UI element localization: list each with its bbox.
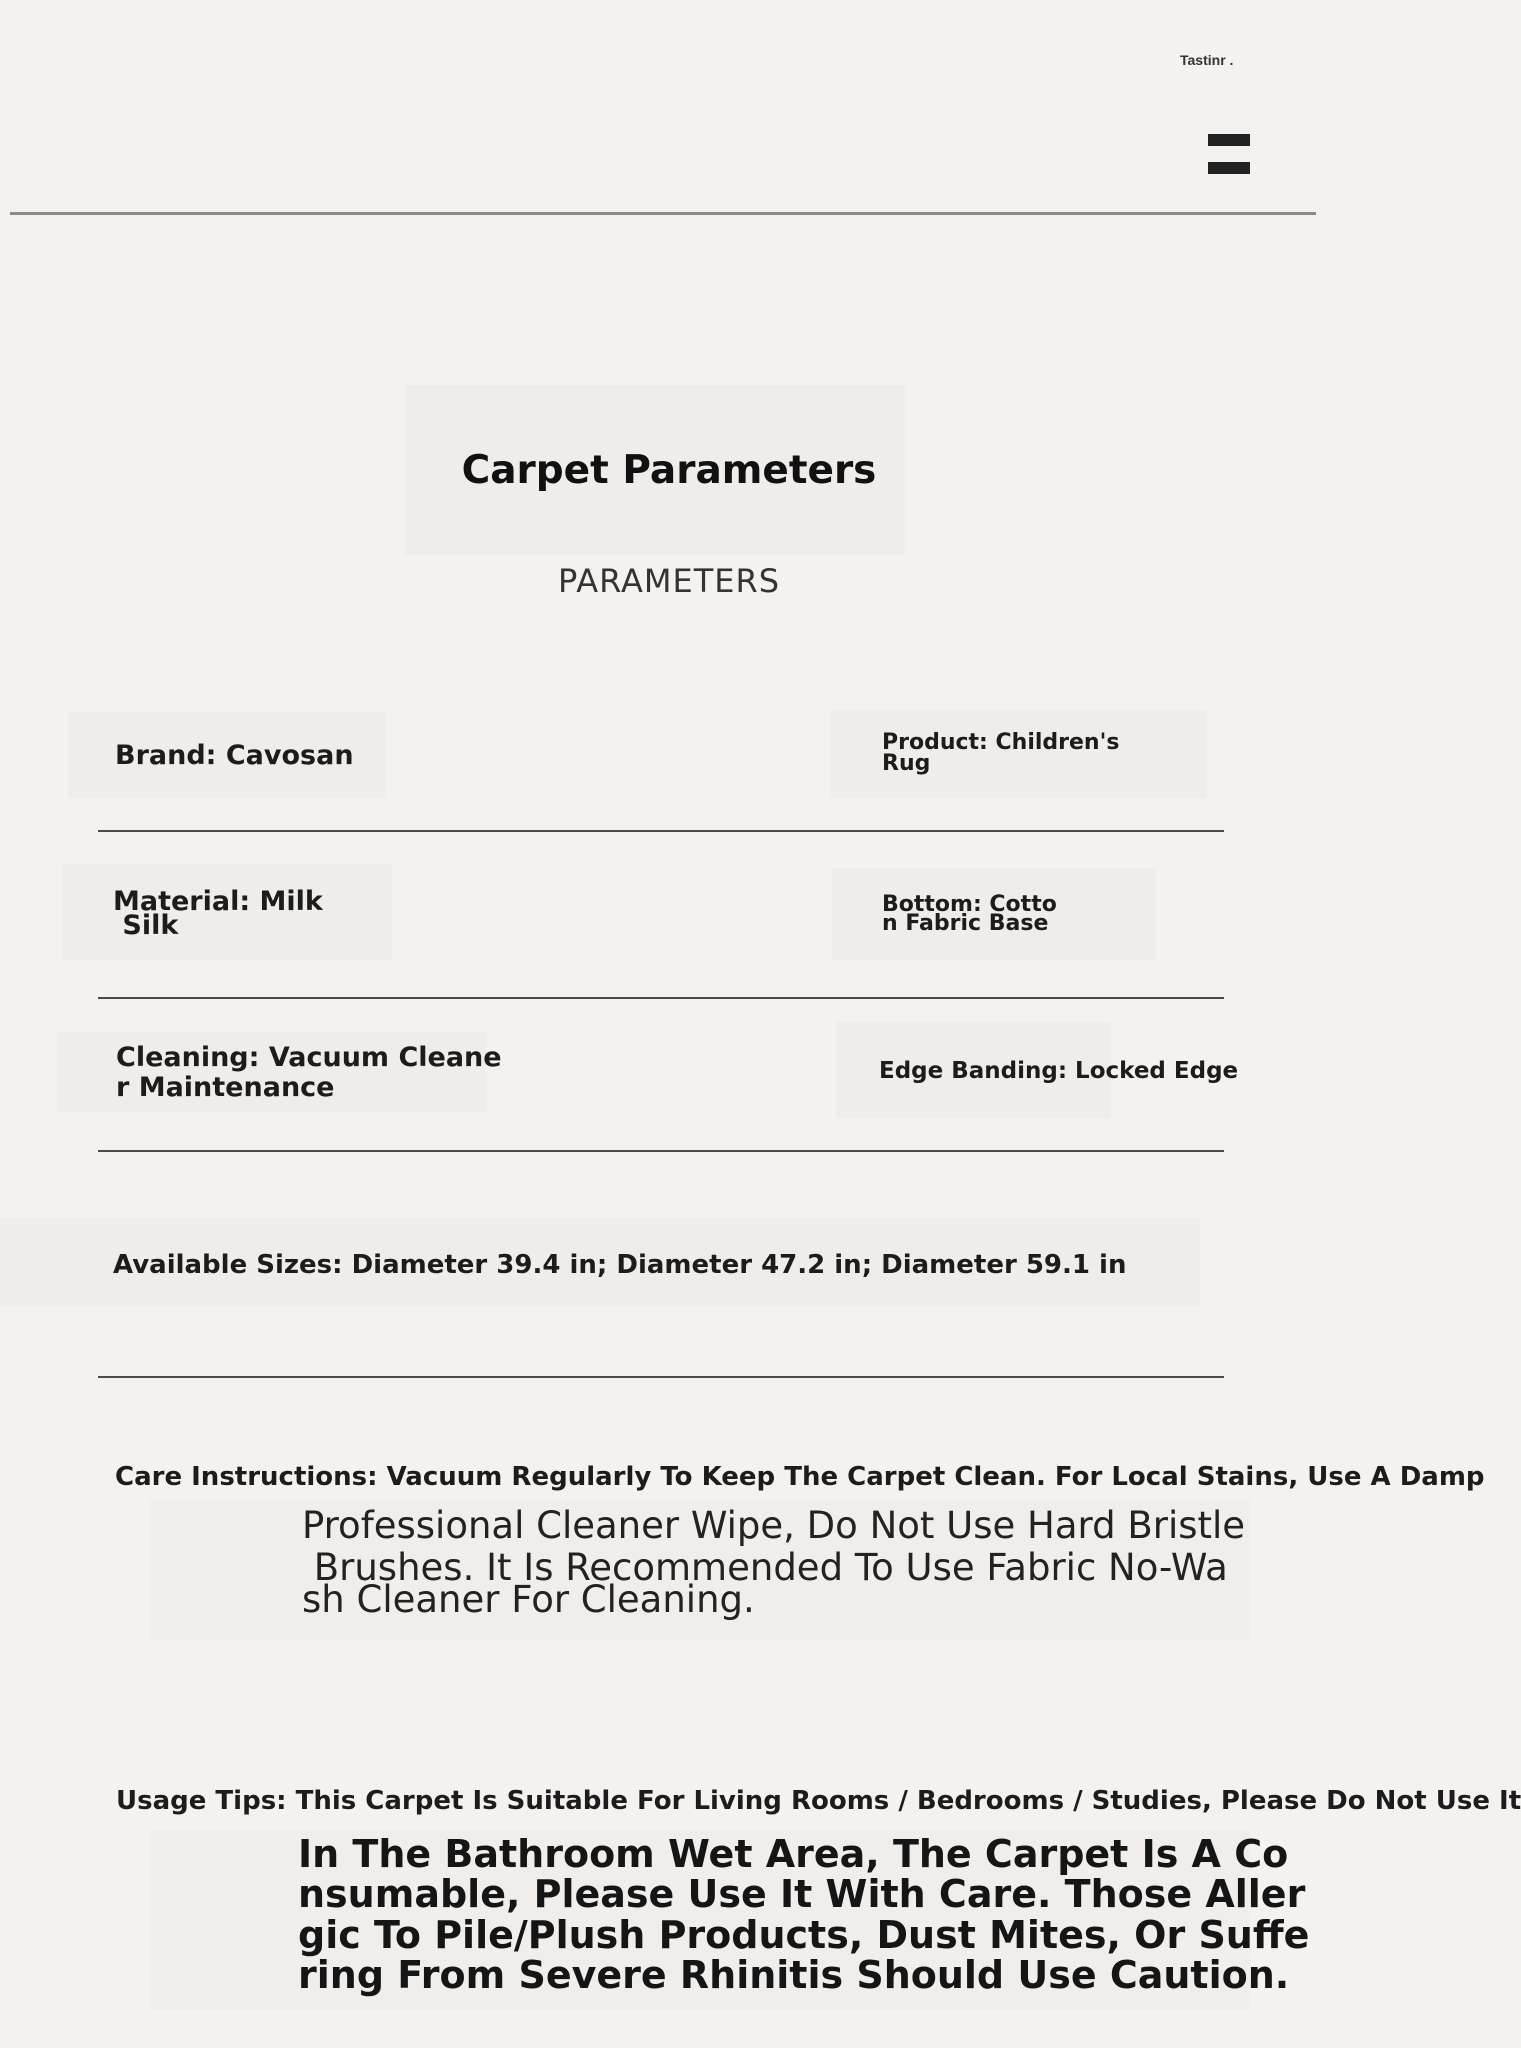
care-line: Professional Cleaner Wipe, Do Not Use Hard Bristle — [302, 1504, 1246, 1547]
usage-line: ring From Severe Rhinitis Should Use Caution. — [298, 1952, 1290, 1997]
param-bottom-line: n Fabric Base — [882, 911, 1049, 937]
param-cleaning — [116, 1043, 502, 1102]
param-material — [113, 886, 323, 941]
header-divider — [10, 212, 1316, 215]
care-instructions-lead: Care Instructions: Vacuum Regularly To Keep The Carpet Clean. For Local Stains, Use A Damp — [115, 1462, 1485, 1492]
row-divider — [98, 830, 1224, 832]
usage-tips-lead: Usage Tips: This Carpet Is Suitable For Living Rooms / Bedrooms / Studies, Please Do Not Use It — [116, 1786, 1521, 1816]
usage-line: In The Bathroom Wet Area, The Carpet Is A Co — [298, 1832, 1289, 1876]
param-sizes: Available Sizes: Diameter 39.4 in; Diameter 47.2 in; Diameter 59.1 in — [113, 1250, 1127, 1280]
param-brand: Brand: Cavosan — [115, 740, 354, 771]
brand-tag: Tastinr . — [1180, 52, 1234, 68]
param-bottom-line: Bottom: Cotto — [882, 892, 1057, 917]
usage-line: gic To Pile/Plush Products, Dust Mites, Or Suffe — [298, 1912, 1310, 1957]
param-cleaning-line: r Maintenance — [116, 1071, 335, 1103]
row-divider — [98, 1376, 1224, 1378]
page-subtitle: PARAMETERS — [557, 562, 781, 600]
care-line: Brushes. It Is Recommended To Use Fabric No-Wa — [302, 1545, 1228, 1589]
row-divider — [98, 1150, 1224, 1152]
param-product-line: Rug — [882, 750, 931, 776]
page-title: Carpet Parameters — [461, 448, 877, 493]
usage-tips-body — [298, 1832, 1310, 1997]
menu-icon[interactable] — [1208, 134, 1250, 174]
usage-line: nsumable, Please Use It With Care. Those Aller — [298, 1872, 1306, 1917]
param-product-line: Product: Children's — [882, 730, 1120, 755]
param-bottom — [882, 892, 1057, 937]
care-line: sh Cleaner For Cleaning. — [302, 1577, 755, 1621]
care-instructions-body — [302, 1504, 1246, 1621]
param-cleaning-line: Cleaning: Vacuum Cleane — [116, 1042, 502, 1073]
param-product — [882, 730, 1120, 776]
param-material-line: Material: Milk — [113, 886, 323, 917]
row-divider — [98, 997, 1224, 999]
param-material-line: Silk — [113, 909, 179, 941]
param-edge: Edge Banding: Locked Edge — [879, 1058, 1239, 1084]
